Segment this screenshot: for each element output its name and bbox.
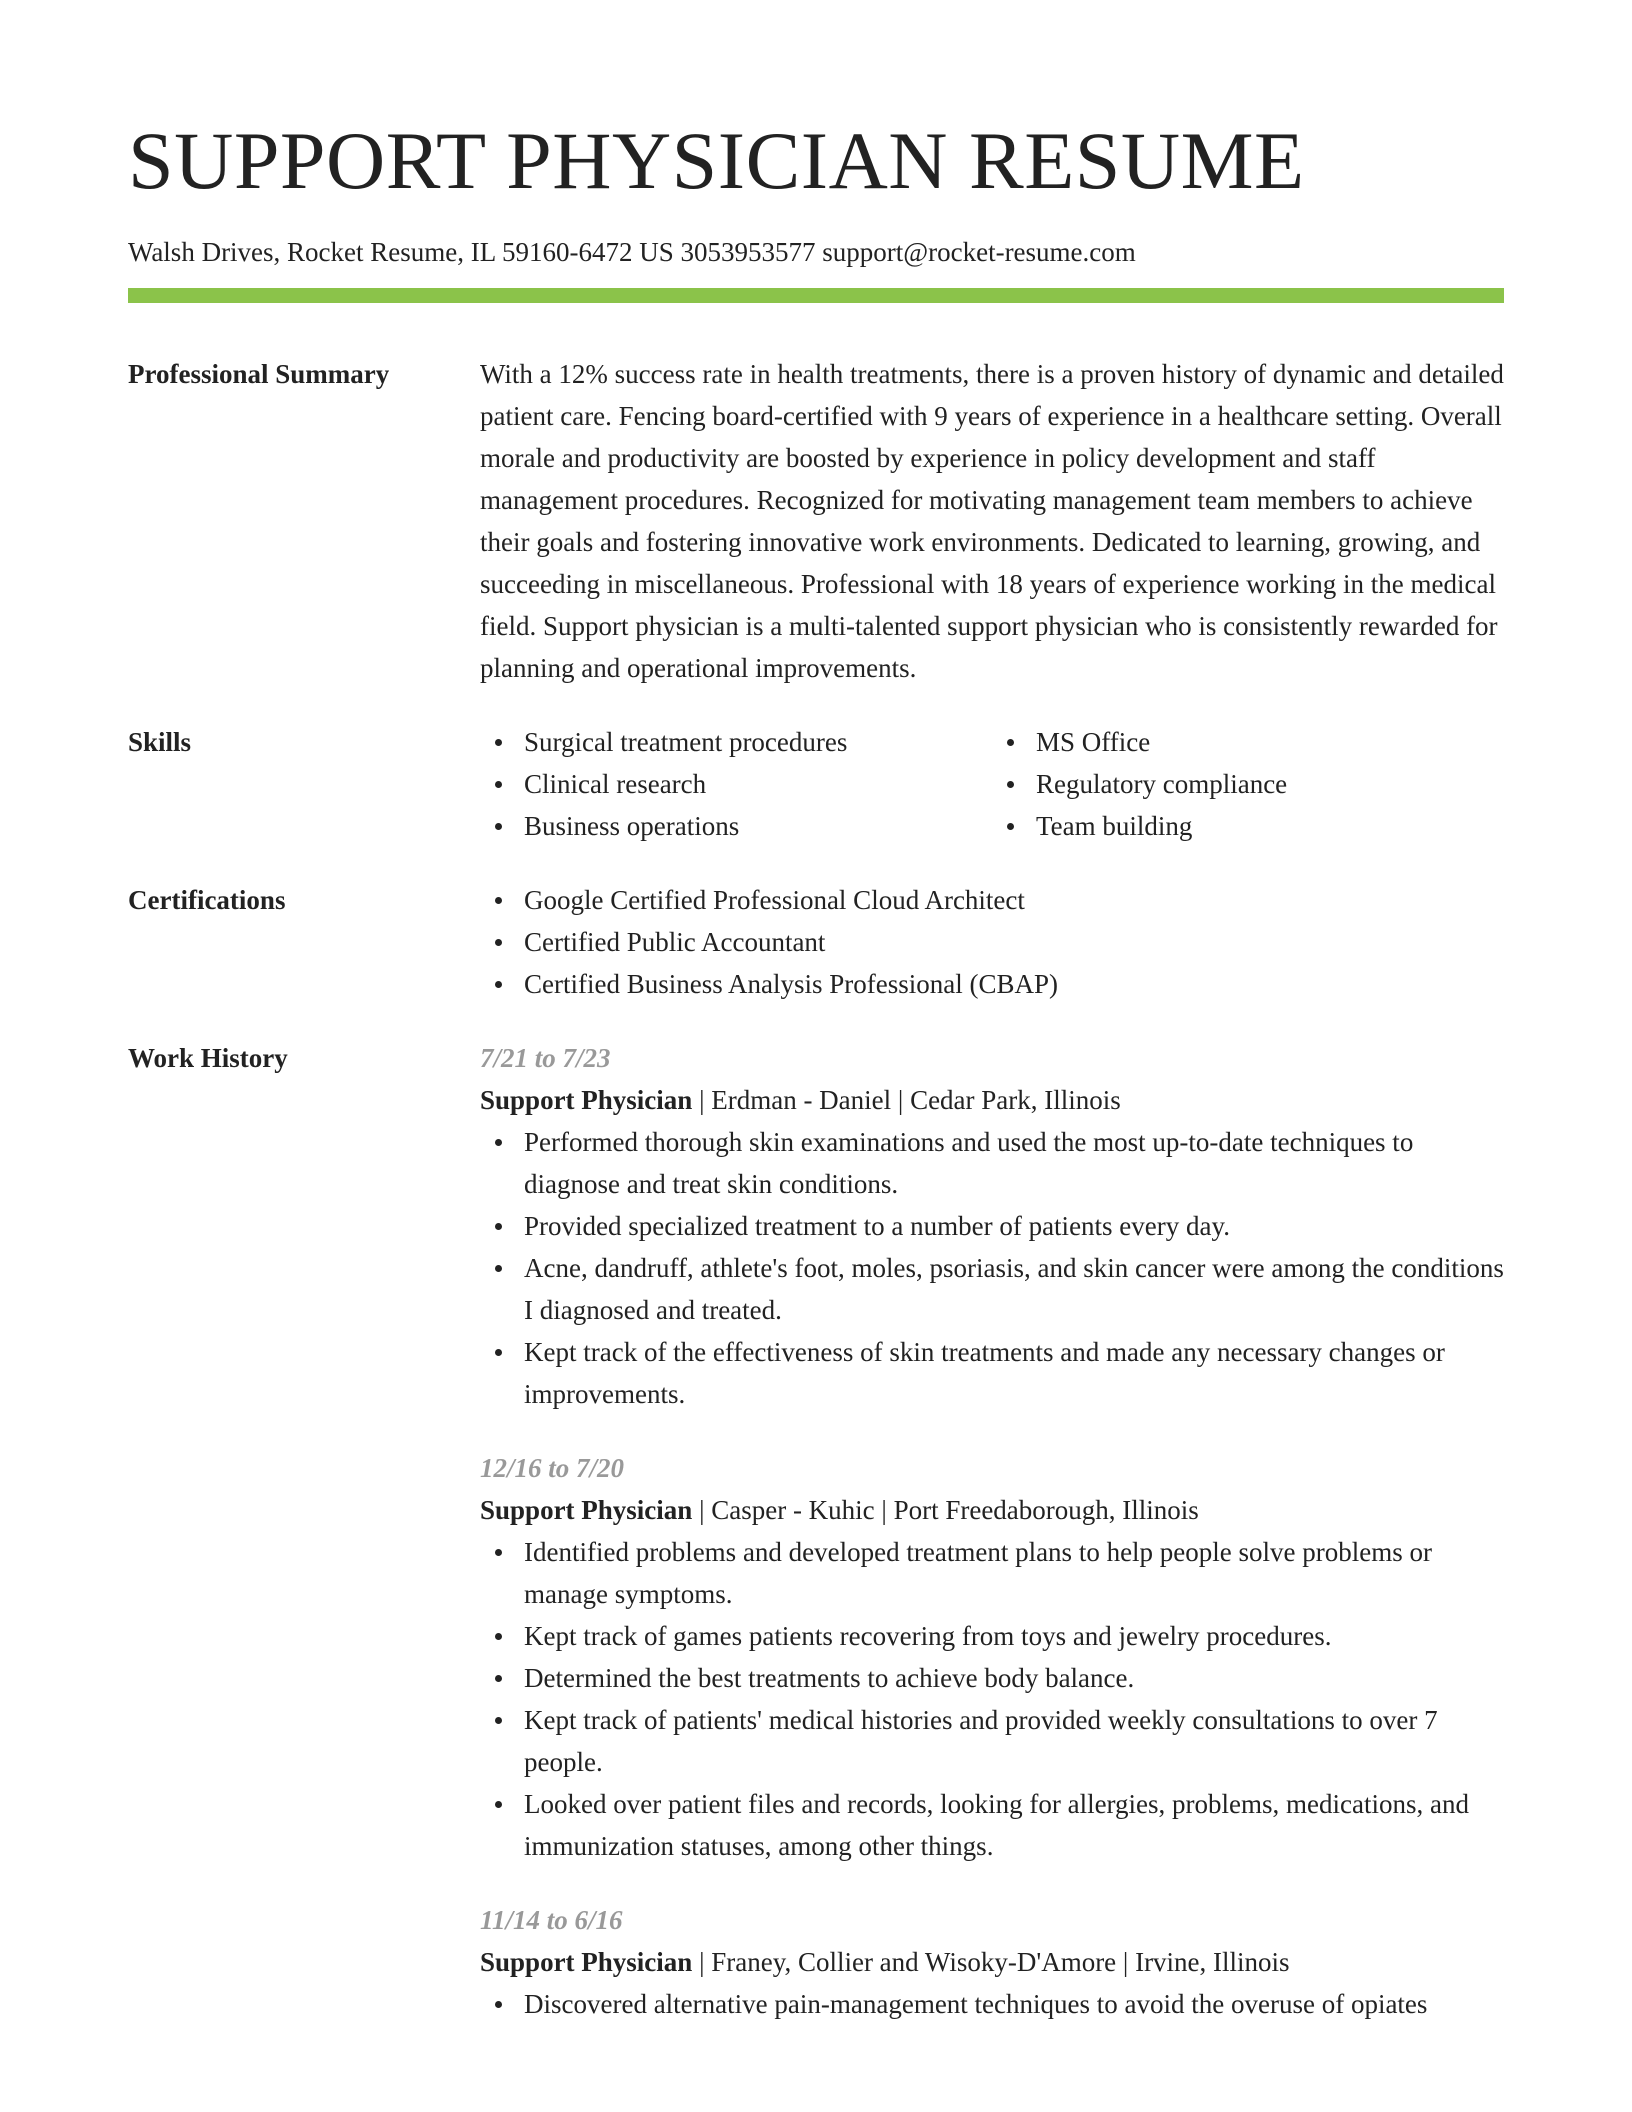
contact-address: Walsh Drives, Rocket Resume, IL 59160-6472 US <box>128 237 674 267</box>
job-separator: | <box>692 1085 712 1116</box>
skill-item: MS Office <box>992 721 1504 763</box>
job-location: Cedar Park, Illinois <box>910 1085 1121 1116</box>
job-heading <box>480 1079 1504 1121</box>
job-bullet: Provided specialized treatment to a number of patients every day. <box>480 1205 1504 1247</box>
job-bullet: Acne, dandruff, athlete's foot, moles, psoriasis, and skin cancer were among the conditions I diagnosed and treated. <box>480 1247 1504 1331</box>
job-dates: 11/14 to 6/16 <box>480 1905 623 1936</box>
job-bullet: Kept track of games patients recovering from toys and jewelry procedures. <box>480 1615 1504 1657</box>
job-dates: 12/16 to 7/20 <box>480 1453 625 1484</box>
skills-section <box>128 721 1504 847</box>
section-heading-certifications: Certifications <box>128 885 286 916</box>
job-separator: | <box>1116 1947 1136 1978</box>
accent-divider <box>128 288 1504 303</box>
job-heading <box>480 1941 1504 1983</box>
job-dates: 7/21 to 7/23 <box>480 1043 611 1074</box>
job-bullet: Kept track of patients' medical histories and provided weekly consultations to over 7 people. <box>480 1699 1504 1783</box>
job-company: Erdman - Daniel <box>711 1085 892 1116</box>
job-title: Support Physician <box>480 1947 693 1978</box>
certifications-list <box>480 879 1504 1005</box>
job-bullets <box>480 1121 1504 1415</box>
skill-item: Business operations <box>480 805 992 847</box>
job-company: Casper - Kuhic <box>711 1495 875 1526</box>
section-heading-summary: Professional Summary <box>128 359 390 390</box>
skills-column-1 <box>480 721 992 847</box>
job-entry <box>480 1899 1504 2025</box>
job-bullet: Performed thorough skin examinations and used the most up-to-date techniques to diagnose and treat skin conditions. <box>480 1121 1504 1205</box>
job-location: Port Freedaborough, Illinois <box>893 1495 1199 1526</box>
job-heading <box>480 1489 1504 1531</box>
certifications-body <box>480 879 1504 1005</box>
skill-item: Surgical treatment procedures <box>480 721 992 763</box>
job-bullets <box>480 1531 1504 1867</box>
job-title: Support Physician <box>480 1085 693 1116</box>
summary-text: With a 12% success rate in health treatments, there is a proven history of dynamic and detailed patient care. Fencing board-certified with 9 years of experience in a healthcare setting. Overall morale and productivity are boosted by experience in policy development and staff management procedures. Recognized for motivating management team members to achieve their goals and fostering innovative work environments. Dedicated to learning, growing, and succeeding in miscellaneous. Professional with 18 years of experience working in the medical field. Support physician is a multi-talented support physician who is consistently rewarded for planning and operational improvements. <box>480 359 1504 684</box>
job-bullet: Identified problems and developed treatment plans to help people solve problems or manage symptoms. <box>480 1531 1504 1615</box>
contact-line <box>128 236 1504 268</box>
job-bullets <box>480 1983 1504 2025</box>
contact-phone: 3053953577 <box>680 237 816 267</box>
job-bullet: Looked over patient files and records, looking for allergies, problems, medications, and immunization statuses, among other things. <box>480 1783 1504 1867</box>
job-company: Franey, Collier and Wisoky-D'Amore <box>711 1947 1117 1978</box>
summary-section <box>128 353 1504 689</box>
job-entry <box>480 1447 1504 1867</box>
section-heading-work-history: Work History <box>128 1043 288 1074</box>
certification-item: Certified Public Accountant <box>480 921 1504 963</box>
certification-item: Google Certified Professional Cloud Architect <box>480 879 1504 921</box>
job-location: Irvine, Illinois <box>1135 1947 1290 1978</box>
certification-item: Certified Business Analysis Professional (CBAP) <box>480 963 1504 1005</box>
job-separator: | <box>891 1085 911 1116</box>
skills-grid <box>480 721 1504 847</box>
certifications-section <box>128 879 1504 1005</box>
job-bullet: Kept track of the effectiveness of skin treatments and made any necessary changes or improvements. <box>480 1331 1504 1415</box>
skill-item: Clinical research <box>480 763 992 805</box>
skill-item: Regulatory compliance <box>992 763 1504 805</box>
work-history-section <box>128 1037 1504 2025</box>
skill-item: Team building <box>992 805 1504 847</box>
page-title: SUPPORT PHYSICIAN RESUME <box>128 115 1305 206</box>
section-heading-skills: Skills <box>128 727 192 758</box>
skills-column-2 <box>992 721 1504 847</box>
job-entry <box>480 1037 1504 1415</box>
job-separator: | <box>692 1495 712 1526</box>
contact-email[interactable]: support@rocket-resume.com <box>822 237 1136 267</box>
job-separator: | <box>874 1495 894 1526</box>
job-bullet: Discovered alternative pain-management techniques to avoid the overuse of opiates <box>480 1983 1504 2025</box>
job-bullet: Determined the best treatments to achieve body balance. <box>480 1657 1504 1699</box>
job-title: Support Physician <box>480 1495 693 1526</box>
job-separator: | <box>692 1947 712 1978</box>
work-history-body <box>480 1037 1504 2025</box>
